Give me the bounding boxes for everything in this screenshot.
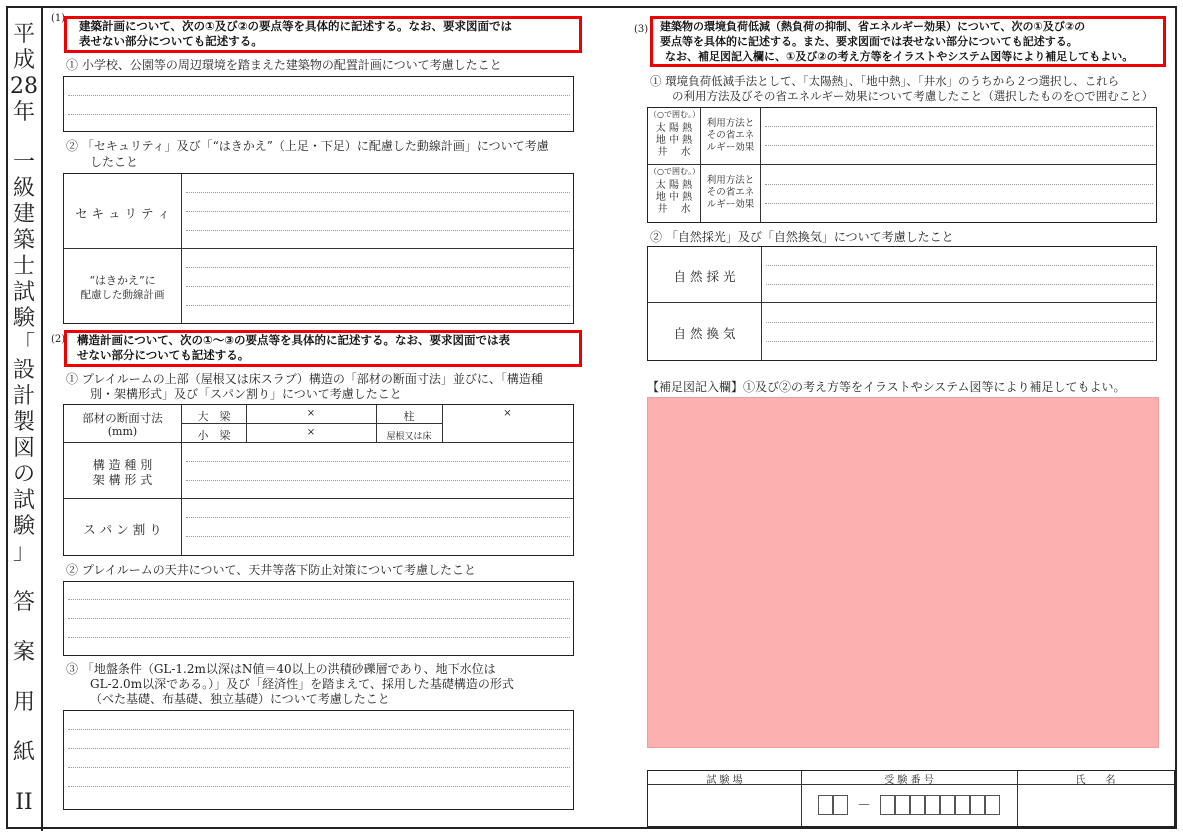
kohari-label: 小 梁 — [197, 429, 231, 442]
title-char: 建 — [12, 202, 35, 227]
ventilation-label: 自 然 換 気 — [673, 326, 736, 341]
title-char: 験 — [12, 514, 35, 539]
q3-item1-line1: ① 環境負荷低減手法として、「太陽熱」、「地中熱」、「井水」のうちから２つ選択し、これら — [650, 74, 1120, 88]
daylight-answer-area[interactable] — [762, 247, 1156, 302]
supplementary-title: 【補足図記入欄】①及び②の考え方等をイラストやシステム図等により補足してもよい。 — [647, 380, 1126, 394]
q2-item3-line3: （べた基礎、布基礎、独立基礎）について考慮したこと — [90, 692, 390, 706]
title-char: の — [12, 462, 35, 487]
q1-number: (1) — [51, 13, 66, 24]
q2-number: (2) — [51, 334, 66, 345]
q3-heading-line2: 要点等を具体的に記述する。また、要求図面では表せない部分についても記述する。 — [660, 35, 1078, 48]
title-char: II — [15, 790, 33, 815]
security-label: セ キ ュ リ テ ィ — [75, 206, 170, 221]
span-answer-area[interactable] — [182, 499, 573, 555]
title-char: 築 — [12, 228, 35, 253]
q2-item3-line1: ③ 「地盤条件（GL-1.2m以深はN値＝40以上の洪積砂礫層であり、地下水位は — [66, 662, 496, 676]
q2-item3-answer-box[interactable] — [63, 710, 574, 810]
q2-item2: ② プレイルームの天井について、天井等落下防止対策について考慮したこと — [66, 563, 477, 577]
ohari-times[interactable]: × — [306, 408, 316, 419]
q3-number: (3) — [634, 24, 649, 35]
vertical-title — [8, 22, 40, 816]
title-char: 答 — [12, 590, 35, 615]
choice-note-1: （○で囲む。） — [649, 110, 700, 119]
q2-item3-line2: GL-2.0m以深である。）」及び「経済性」を踏まえて、採用した基礎構造の形式 — [90, 677, 514, 691]
choice-geo-2[interactable]: 地 中 熱 — [655, 192, 693, 203]
choice-well-2[interactable]: 井 水 — [657, 204, 691, 215]
title-char: 士 — [12, 254, 35, 279]
title-char: 成 — [12, 48, 35, 73]
frame-type-label: 架 構 形 式 — [92, 473, 153, 487]
use-label-2c: ルギー効果 — [706, 199, 755, 210]
kohari-times[interactable]: × — [306, 427, 316, 438]
exam-digit-box[interactable] — [940, 795, 955, 815]
hakikae-label-1: “はきかえ”に — [89, 274, 156, 287]
q1-heading-line2: 表せない部分についても記述する。 — [79, 34, 263, 48]
use-label-1a: 利用方法と — [706, 118, 755, 129]
exam-digit-box[interactable] — [833, 795, 848, 815]
q2-heading-line1: 構造計画について、次の①～③の要点等を具体的に記述する。なお、要求図面では表 — [77, 333, 511, 347]
title-char: 紙 — [12, 740, 35, 765]
choice-note-2: （○で囲む。） — [649, 167, 700, 176]
title-char: 案 — [12, 640, 35, 665]
choice-geo-1[interactable]: 地 中 熱 — [655, 135, 693, 146]
name-field[interactable] — [1018, 785, 1174, 826]
exam-digit-box[interactable] — [985, 795, 1000, 815]
exam-digit-box[interactable] — [925, 795, 940, 815]
supplementary-drawing-area[interactable] — [647, 397, 1159, 748]
title-char: 用 — [12, 690, 35, 715]
q1-item1-answer-box[interactable] — [63, 76, 574, 132]
struct-type-label: 構 造 種 別 — [92, 458, 153, 472]
title-char: 験 — [12, 306, 35, 331]
daylight-label: 自 然 採 光 — [673, 269, 736, 284]
hashira-label: 柱 — [403, 410, 415, 423]
title-char: 一 — [12, 150, 35, 175]
exam-digit-box[interactable] — [880, 795, 895, 815]
q1-item2-line1: ② 「セキュリティ」及び「“はきかえ”（上足・下足）に配慮した動線計画」について考慮 — [66, 139, 549, 153]
title-char: 製 — [12, 410, 35, 435]
q1-heading-line1: 建築計画について、次の①及び②の要点等を具体的に記述する。なお、要求図面では — [79, 19, 513, 33]
title-char: 年 — [12, 100, 35, 125]
exam-digit-box[interactable] — [818, 795, 833, 815]
title-char: 試 — [12, 488, 35, 513]
title-char: 級 — [12, 176, 35, 201]
title-char: 平 — [12, 22, 35, 47]
choice-solar-2[interactable]: 太 陽 熱 — [655, 180, 693, 191]
use-label-1b: その省エネ — [706, 130, 755, 141]
use-label-1c: ルギー効果 — [706, 142, 755, 153]
exam-digit-box[interactable] — [895, 795, 910, 815]
choice-solar-1[interactable]: 太 陽 熱 — [655, 123, 693, 134]
title-char: 図 — [12, 436, 35, 461]
hakikae-label-2: 配慮した動線計画 — [80, 289, 165, 301]
exam-digit-box[interactable] — [910, 795, 925, 815]
q2-heading-line2: せない部分についても記述する。 — [77, 348, 250, 362]
choice-well-1[interactable]: 井 水 — [657, 147, 691, 158]
yane-label: 屋根又は床 — [386, 432, 432, 442]
dimension-unit: (mm) — [107, 425, 138, 438]
venue-field[interactable] — [648, 785, 801, 826]
title-char: 」 — [12, 540, 35, 565]
q2-item1-line1: ① プレイルームの上部（屋根又は床スラブ）構造の「部材の断面寸法」並びに、「構造種 — [66, 372, 543, 386]
ventilation-answer-area[interactable] — [762, 303, 1156, 360]
title-char: 設 — [12, 358, 35, 383]
struct-answer-area[interactable] — [182, 443, 573, 498]
q3-item1-answer-2[interactable] — [761, 165, 1156, 222]
span-label: ス パ ン 割 り — [83, 522, 162, 537]
q1-item1: ① 小学校、公園等の周辺環境を踏まえた建築物の配置計画について考慮したこと — [66, 58, 502, 72]
exam-digit-box[interactable] — [970, 795, 985, 815]
title-char: 試 — [12, 280, 35, 305]
exam-number-header: 受 験 番 号 — [884, 775, 934, 786]
dimension-label: 部材の断面寸法 — [82, 411, 163, 425]
title-divider — [41, 6, 43, 831]
exam-digit-box[interactable] — [955, 795, 970, 815]
q3-item1-line2: の利用方法及びその省エネルギー効果について考慮したこと（選択したものを○で囲むこと） — [672, 89, 1154, 103]
venue-header: 試 験 場 — [706, 775, 743, 786]
q3-heading-line3: なお、補足図記入欄に、①及び②の考え方等をイラストやシステム図等により補足してもよい。 — [665, 50, 1134, 63]
q3-heading-line1: 建築物の環境負荷低減（熱負荷の抑制、省エネルギー効果）について、次の①及び②の — [660, 20, 1086, 33]
ohari-label: 大 梁 — [197, 410, 231, 423]
q1-item2-line2: したこと — [90, 155, 139, 169]
q3-item2: ② 「自然採光」及び「自然換気」について考慮したこと — [650, 230, 954, 244]
title-char: 「 — [12, 332, 35, 357]
q3-item1-answer-1[interactable] — [761, 108, 1156, 164]
use-label-2b: その省エネ — [706, 187, 755, 198]
title-char: 計 — [12, 384, 35, 409]
name-header: 氏 名 — [1075, 775, 1116, 786]
exam-number-dash: － — [857, 798, 871, 814]
q2-item1-line2: 別・架構形式」及び「スパン割り」について考慮したこと — [90, 387, 402, 401]
use-label-2a: 利用方法と — [706, 175, 755, 186]
hashira-times[interactable]: × — [503, 408, 512, 419]
title-char: 28 — [10, 74, 38, 99]
